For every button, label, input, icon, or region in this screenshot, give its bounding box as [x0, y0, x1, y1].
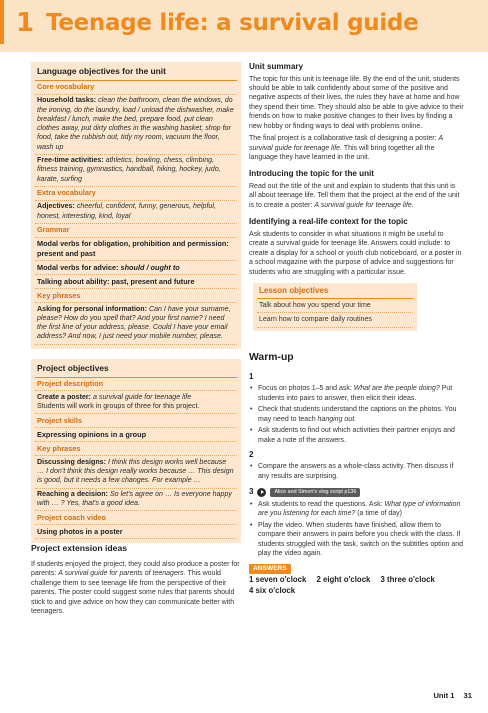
answer-2: 2 eight o'clock — [316, 574, 371, 584]
project-coach-heading: Project coach video — [35, 511, 237, 525]
page-number: 31 — [463, 691, 472, 700]
project-objectives-panel — [31, 359, 241, 544]
exercise-1-number: 1 — [249, 372, 254, 382]
bullet-1-text-end: Put students into pairs to answer, then elicit their ideas. — [258, 385, 453, 402]
project-coach-video-title: Using photos in a poster — [35, 525, 237, 539]
warm-up-heading: Warm-up — [249, 351, 294, 363]
project-key-phrases-heading: Key phrases — [35, 442, 237, 456]
unit-summary-paragraph-1: The topic for this unit is teenage life. By the end of the unit, students should be able to talk confidently about some of the positive and negative aspects of their lives, the rules they have at home and how they spend their time. They should also be able to give advice to their friends on how to make positive changes to their lives by finding a new hobby or finding ways to deal with problems online. — [249, 75, 464, 130]
left-column — [31, 62, 241, 543]
exercise-1-list — [249, 384, 464, 445]
answers-row-1 — [249, 575, 464, 585]
exercise-3-header — [249, 487, 464, 497]
project-extension-text — [31, 560, 241, 617]
real-life-context-paragraph: Ask students to consider in what situations it might be useful to create a survival guide for teenage life. Answers could include: to create a display for a school or youth club noticeboard, or a poster in a school magazine with the purpose of advice and suggestions for students who are struggling with a particular issue. — [249, 230, 462, 276]
project-description-heading: Project description — [35, 378, 237, 392]
exercise-3-list — [249, 500, 464, 559]
discussing-designs-text: I think this design works well because … I don't think this design really works because … This design is good, but it needs a few changes. For example … — [37, 457, 234, 485]
create-poster-label: Create a poster: — [37, 392, 92, 401]
introducing-topic-heading: Introducing the topic for the unit — [249, 169, 374, 179]
lesson-objective-1: Talk about how you spend your time — [257, 299, 413, 313]
adjectives-row — [35, 201, 237, 224]
language-objectives-panel — [31, 62, 241, 349]
project-skill-opinions: Expressing opinions in a group — [35, 428, 237, 442]
answer-3: 3 three o'clock — [380, 574, 435, 584]
reaching-decision-label: Reaching a decision: — [37, 490, 108, 499]
introducing-topic-paragraph — [249, 182, 464, 210]
right-column — [249, 62, 464, 596]
personal-info-label: Asking for personal information: — [37, 304, 147, 313]
adjectives-text: cheerful, confident, funny, generous, helpful, honest, interesting, kind, loyal — [37, 202, 216, 220]
grammar-item-ability: Talking about ability: past, present and future — [35, 275, 237, 289]
exercise-3-bullet-1 — [249, 500, 464, 519]
intro-text: Read out the title of the unit and explain to students that this unit is all about teenage life. Tell them that the project at the end of the unit is to create a poster: — [249, 182, 460, 209]
bullet-2-text: Check that students understand the captions on the photos. You may need to teach — [258, 406, 457, 423]
discussing-designs-label: Discussing designs: — [37, 457, 106, 466]
real-life-context-heading: Identifying a real-life context for the topic — [249, 217, 408, 227]
grammar-item-advice-label: Modal verbs for advice: — [37, 262, 121, 272]
project-skills-heading: Project skills — [35, 414, 237, 428]
exercise-2-number: 2 — [249, 450, 254, 460]
key-phrases-heading: Key phrases — [35, 289, 237, 303]
extension-text-part2: This would challenge them to see teenage life from the perspective of their parents. The poster could suggest some rules that parents should stick to and give advice on how they can communicate better with teenagers. — [31, 570, 235, 616]
lesson-objectives-box — [253, 283, 417, 331]
grammar-heading: Grammar — [35, 224, 237, 238]
household-tasks-row — [35, 95, 237, 155]
exercise-2-list — [249, 462, 464, 481]
core-vocabulary-heading: Core vocabulary — [35, 81, 237, 95]
lesson-objectives-title: Lesson objectives — [257, 285, 413, 299]
chapter-number: 1 — [16, 8, 35, 38]
unit-summary-paragraph-2 — [249, 134, 464, 162]
lesson-objective-2: Learn how to compare daily routines — [257, 313, 413, 327]
summary-p2-poster-title: A survival guide for teenage life. — [249, 135, 443, 152]
page-header — [0, 0, 488, 52]
extra-vocabulary-heading: Extra vocabulary — [35, 187, 237, 201]
personal-info-row — [35, 303, 237, 344]
exercise-3-number: 3 — [249, 487, 254, 497]
exercise-2-bullet-1: • Compare the answers as a whole-class activity. Then discuss if any results are surprising. — [249, 462, 464, 481]
discussing-designs-row — [35, 456, 237, 488]
bullet-5-question: What type of information are you listening for each time? — [258, 500, 461, 518]
grammar-item-modals-advice — [35, 261, 237, 275]
summary-p2-part1: The final project is a collaborative task of designing a poster: — [249, 135, 439, 143]
extension-text-part1: If students enjoyed the project, they could also produce a poster for parents: — [31, 561, 240, 578]
vlog-script-label: Alice and Simon's vlog script p136 — [270, 488, 360, 497]
page-footer — [424, 691, 472, 701]
answers-tag: ANSWERS — [249, 564, 291, 574]
footer-unit-label: Unit 1 — [433, 691, 455, 700]
bullet-2-phrase: hanging out. — [317, 415, 357, 423]
bullet-5-text-end: (a time of day) — [355, 510, 402, 518]
free-time-text: athletics, bowling, chess, climbing, fitness training, gymnastics, handball, hiking, hockey, judo, karate, surfing — [37, 156, 221, 183]
answer-1: 1 seven o'clock — [249, 574, 307, 584]
summary-p2-part2: This will bring together all the language they have learned in the unit. — [249, 144, 435, 162]
grammar-item-modals-obligation: Modal verbs for obligation, prohibition and permission: present and past — [35, 238, 237, 261]
project-groups-text: Students will work in groups of three for this project. — [37, 402, 200, 411]
create-poster-title: a survival guide for teenage life — [93, 392, 192, 401]
bullet-1-text: Focus on photos 1–5 and ask: — [258, 385, 354, 393]
header-accent-bar — [0, 0, 4, 44]
exercise-1-bullet-3: • Ask students to find out which activities their partner enjoys and make a note of the answers. — [249, 426, 464, 445]
answers-row-2 — [249, 586, 464, 596]
bullet-5-text: Ask students to read the questions. Ask: — [258, 500, 385, 508]
project-description-row — [35, 391, 237, 414]
intro-poster-title: A survival guide for teenage life. — [314, 201, 414, 209]
extension-poster-title: A survival guide for parents of teenagers. — [58, 570, 186, 578]
adjectives-label: Adjectives: — [37, 202, 75, 211]
reaching-decision-row — [35, 489, 237, 512]
exercise-3-bullet-2: • Play the video. When students have finished, allow them to compare their answers in pairs before you check with the class. If students struggled with the task, switch on the subtitles option and play the video again. — [249, 521, 464, 559]
free-time-label: Free-time activities: — [37, 156, 104, 165]
project-objectives-title: Project objectives — [35, 361, 237, 378]
personal-info-text: Can I have your surname, please? How do you spell that? And your first name? I need the first line of your address, please. Could I have your email address? And now, I just need your mobile number, please. — [37, 304, 231, 341]
unit-summary-heading: Unit summary — [249, 62, 303, 71]
free-time-row — [35, 155, 237, 187]
play-video-icon[interactable] — [257, 488, 266, 497]
household-tasks-text: clean the bathroom, clean the windows, do the ironing, do the laundry, load / unload the dishwasher, make breakfast / lunch, make the bed, prepare food, put clean clothes away, put dirty clothes in the washing basket, shop for food, take the rubbish out, tidy my room, vacuum the floor, wash up — [37, 96, 234, 151]
language-objectives-title: Language objectives for the unit — [35, 64, 237, 81]
project-extension-heading: Project extension ideas — [31, 543, 127, 553]
exercise-1-bullet-2 — [249, 405, 464, 424]
exercise-1-bullet-1 — [249, 384, 464, 403]
answer-4: 4 six o'clock — [249, 586, 296, 596]
household-tasks-label: Household tasks: — [37, 96, 97, 105]
chapter-title: Teenage life: a survival guide — [46, 10, 419, 36]
reaching-decision-text: So let's agree on … Is everyone happy with … ? Yes, that's a good idea. — [37, 490, 232, 508]
grammar-item-advice-forms: should / ought to — [120, 262, 180, 272]
bullet-1-question: What are the people doing? — [353, 385, 440, 393]
